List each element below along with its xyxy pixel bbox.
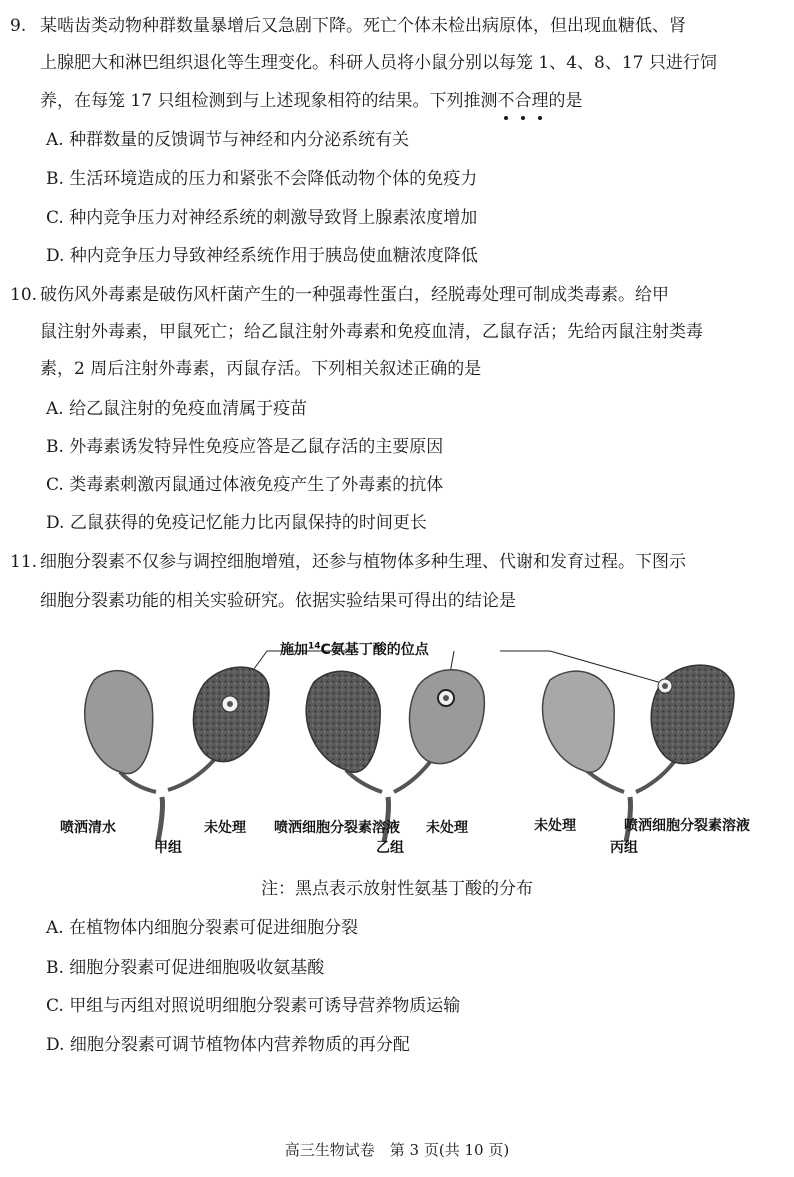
label-group-a: 甲组 [154, 840, 182, 856]
question-number: 9. [10, 16, 27, 36]
question-stem-line: 某啮齿类动物种群数量暴增后又急剧下降。死亡个体未检出病原体，但出现血糖低、肾 [40, 16, 686, 36]
question-number: 11. [10, 552, 38, 572]
leaf-sprayed-cytokinin [306, 671, 380, 772]
label-untreated: 未处理 [534, 818, 576, 834]
option-c: C. 类毒素刺激丙鼠通过体液免疫产生了外毒素的抗体 [46, 475, 444, 495]
option-d: D. 种内竞争压力导致神经系统作用于胰岛使血糖浓度降低 [46, 246, 478, 266]
leaf-untreated [543, 671, 615, 772]
label-untreated: 未处理 [426, 820, 468, 836]
label-spray-water: 喷洒清水 [60, 820, 116, 836]
emphasis-char: 理 [531, 89, 548, 113]
leaf-untreated [193, 667, 269, 762]
question-stem-line: 细胞分裂素不仅参与调控细胞增殖，还参与植物体多种生理、代谢和发育过程。下图示 [40, 552, 686, 572]
figure-note: 注：黑点表示放射性氨基丁酸的分布 [261, 879, 533, 899]
option-c: C. 甲组与丙组对照说明细胞分裂素可诱导营养物质运输 [46, 996, 461, 1016]
option-a: A. 给乙鼠注射的免疫血清属于疫苗 [46, 399, 308, 419]
question-stem-line: 细胞分裂素功能的相关实验研究。依据实验结果可得出的结论是 [40, 591, 516, 611]
label-group-b: 乙组 [376, 840, 404, 856]
question-stem-line: 上腺肥大和淋巴组织退化等生理变化。科研人员将小鼠分别以每笼 1、4、8、17 只进行饲 [40, 53, 717, 73]
leaf-sprayed-water [85, 671, 153, 774]
option-a: A. 在植物体内细胞分裂素可促进细胞分裂 [46, 918, 359, 938]
option-d: D. 乙鼠获得的免疫记忆能力比丙鼠保持的时间更长 [46, 513, 427, 533]
emphasis-char: 合 [514, 89, 531, 113]
stem-text: 的是 [548, 91, 583, 111]
label-spray-cytokinin: 喷洒细胞分裂素溶液 [624, 818, 750, 834]
question-stem-line [40, 89, 582, 113]
option-d: D. 细胞分裂素可调节植物体内营养物质的再分配 [46, 1035, 410, 1055]
option-b: B. 细胞分裂素可促进细胞吸收氨基酸 [46, 958, 325, 978]
option-a: A. 种群数量的反馈调节与神经和内分泌系统有关 [46, 130, 410, 150]
option-b: B. 生活环境造成的压力和紧张不会降低动物个体的免疫力 [46, 169, 478, 189]
option-b: B. 外毒素诱发特异性免疫应答是乙鼠存活的主要原因 [46, 437, 444, 457]
question-stem-line: 素，2 周后注射外毒素，丙鼠存活。下列相关叙述正确的是 [40, 359, 482, 379]
label-group-c: 丙组 [610, 840, 638, 856]
page-footer: 高三生物试卷 第 3 页(共 10 页) [284, 1141, 510, 1159]
experiment-figure [60, 632, 764, 862]
option-c: C. 种内竞争压力对神经系统的刺激导致肾上腺素浓度增加 [46, 208, 478, 228]
label-untreated: 未处理 [204, 820, 246, 836]
question-number: 10. [10, 285, 38, 305]
stem-text: 养，在每笼 17 只组检测到与上述现象相符的结果。下列推测 [40, 91, 498, 111]
application-site-label: 施加$^{14}$C氨基丁酸的位点 [280, 641, 429, 658]
question-stem-line: 破伤风外毒素是破伤风杆菌产生的一种强毒性蛋白，经脱毒处理可制成类毒素。给甲 [40, 285, 669, 305]
emphasis-char: 不 [497, 89, 514, 113]
label-spray-cytokinin: 喷洒细胞分裂素溶液 [274, 820, 400, 836]
leaf-untreated [409, 670, 484, 764]
group-a-plant [85, 667, 269, 842]
question-stem-line: 鼠注射外毒素，甲鼠死亡；给乙鼠注射外毒素和免疫血清，乙鼠存活；先给丙鼠注射类毒 [40, 322, 703, 342]
